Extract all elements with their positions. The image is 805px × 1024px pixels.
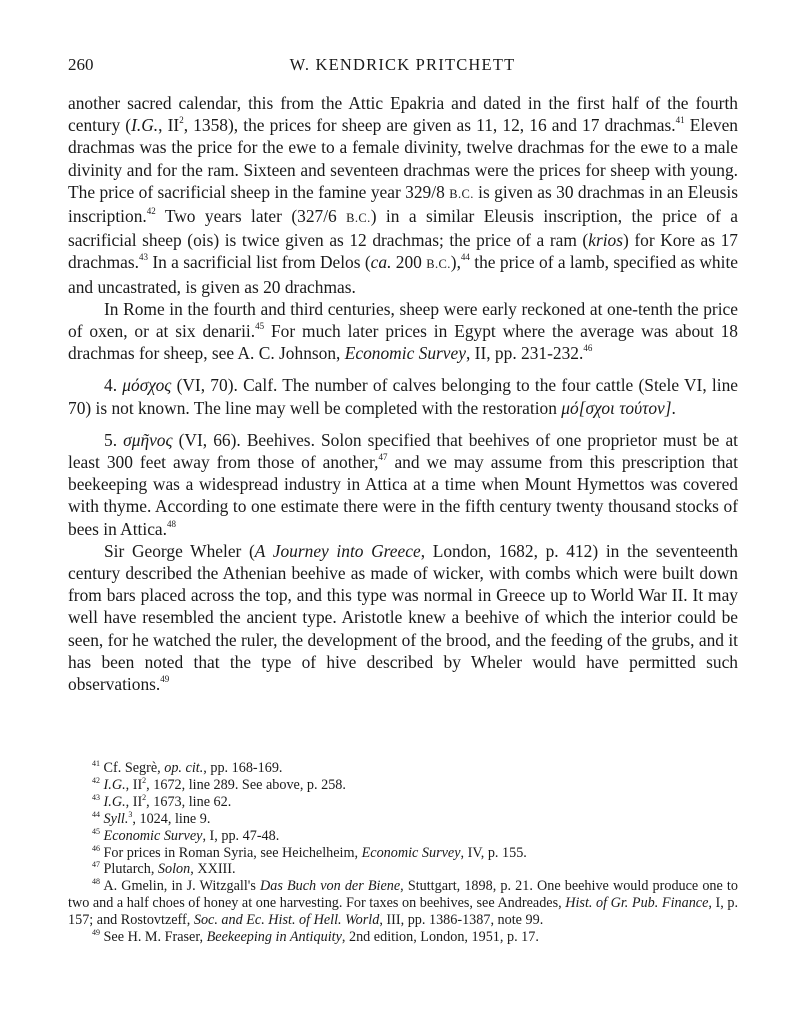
- page-number: 260: [68, 55, 94, 74]
- footnote-46: $^{46}$ For prices in Roman Syria, see Heichelheim, Economic Survey, IV, p. 155.: [92, 843, 527, 861]
- paragraph-rome-prices: In Rome in the fourth and third centuries, sheep were early reckoned at one-tenth the price of oxen, or at six denarii.$^{45}$ For much later prices in Egypt where the average was about 18 drachmas for sheep, see A. C. Johnson, Economic Survey, II, pp. 231-232.46: [68, 298, 738, 364]
- footnote-ref: 48: [167, 518, 177, 529]
- greek-term: σμῆνος: [123, 429, 173, 450]
- page-header: [68, 55, 737, 77]
- footnote-ref: 49: [160, 674, 170, 685]
- footnote-49: $^{49}$ See H. M. Fraser, Beekeeping in Antiquity, 2nd edition, London, 1951, p. 17.: [92, 928, 539, 946]
- footnotes: [68, 760, 738, 946]
- footnote-ref: 47: [378, 452, 388, 463]
- footnote-ref: 41: [675, 115, 685, 126]
- footnote-45: $^{45}$ Economic Survey, I, pp. 47-48.: [92, 826, 280, 844]
- paragraph-calf: 4. μόσχος (VI, 70). Calf. The number of calves belonging to the four cattle (Stele VI, line 70) is not known. The line may well be completed with the restoration μό[σχοι τούτον].: [68, 375, 738, 418]
- footnote-42: $^{42}$ I.G., $II^2$, 1672, line 289. See above, p. 258.: [92, 775, 346, 793]
- footnote-ref: 45: [255, 321, 265, 332]
- paragraph-sheep-prices: another sacred calendar, this from the Attic Epakria and dated in the first half of the fourth century (I.G., $II^2$, 1358), the prices for sheep are given as 11, 12, 16 and 17 drachmas.$^{41}$ Eleven drachmas was the price for the ewe to a female divinity, twelve drachmas for the ewe to a male divinity and for the ram. Sixteen and seventeen drachmas were the prices for sheep with young. The price of sacrificial sheep in the famine year 329/8 B.C. is given as 30 drachmas in an Eleusis inscription.$^{42}$ Two years later (327/6 B.C.) in a similar Eleusis inscription, the price of a sacrificial sheep (ois) is twice given as 12 drachmas; the price of a ram (krios) for Kore as 17 drachmas.$^{43}$ In a sacrificial list from Delos (ca. 200 B.C.),$^{44}$ the price of a lamb, specified as white and uncastrated, is given as 20 drachmas.: [68, 93, 738, 297]
- paragraph-wheler: Sir George Wheler (A Journey into Greece, London, 1682, p. 412) in the seventeenth century described the Athenian beehive as made of wicker, with combs which were built down from bars placed across the top, and this type was normal in Greece up to World War II. It may well have resembled the ancient type. Aristotle knew a beehive of which the interior could be seen, for he watched the ruler, the development of the brood, and the feeding of the grubs, and it has been noted that the type of hive described by Wheler would have permitted such observations.$^{49}$: [68, 540, 738, 695]
- footnote-41: $^{41}$ Cf. Segrè, op. cit., pp. 168-169.: [92, 759, 283, 776]
- footnote-43: $^{43}$ I.G., $II^2$, 1673, line 62.: [92, 792, 232, 810]
- footnote-ref: 44: [460, 252, 470, 263]
- body-text: [68, 92, 738, 695]
- paragraph-beehives: 5. σμῆνος (VI, 66). Beehives. Solon specified that beehives of one proprietor must be at least 300 feet away from those of another,$^{47}$ and we may assume from this prescription that beekeeping was a widespread industry in Attica at a time when Mount Hymettos was covered with thyme. According to one estimate there were in the fifth century twenty thousand stocks of bees in Attica.$^{48}$: [68, 429, 738, 539]
- greek-restoration: μό[σχοι τούτον]: [561, 397, 672, 418]
- greek-term: μόσχος: [122, 375, 172, 396]
- footnote-48: $^{48}$ A. Gmelin, in J. Witzgall's Das Buch von der Biene, Stuttgart, 1898, p. 21. One beehive would produce one to two and a half choes of honey at one harvesting. For taxes on beehives, see Andreades, Hist. of Gr. Pub. Finance, I, p. 157; and Rostovtzeff, Soc. and Ec. Hist. of Hell. World, III, pp. 1386-1387, note 99.: [68, 877, 738, 929]
- footnote-47: $^{47}$ Plutarch, Solon, XXIII.: [92, 860, 236, 878]
- footnote-ref: 46: [583, 343, 593, 354]
- running-head: W. KENDRICK PRITCHETT: [289, 55, 516, 74]
- footnote-ref: 42: [146, 206, 156, 217]
- footnote-44: $^{44}$ Syll.$^3$, 1024, line 9.: [92, 809, 211, 827]
- footnote-ref: 43: [138, 252, 148, 263]
